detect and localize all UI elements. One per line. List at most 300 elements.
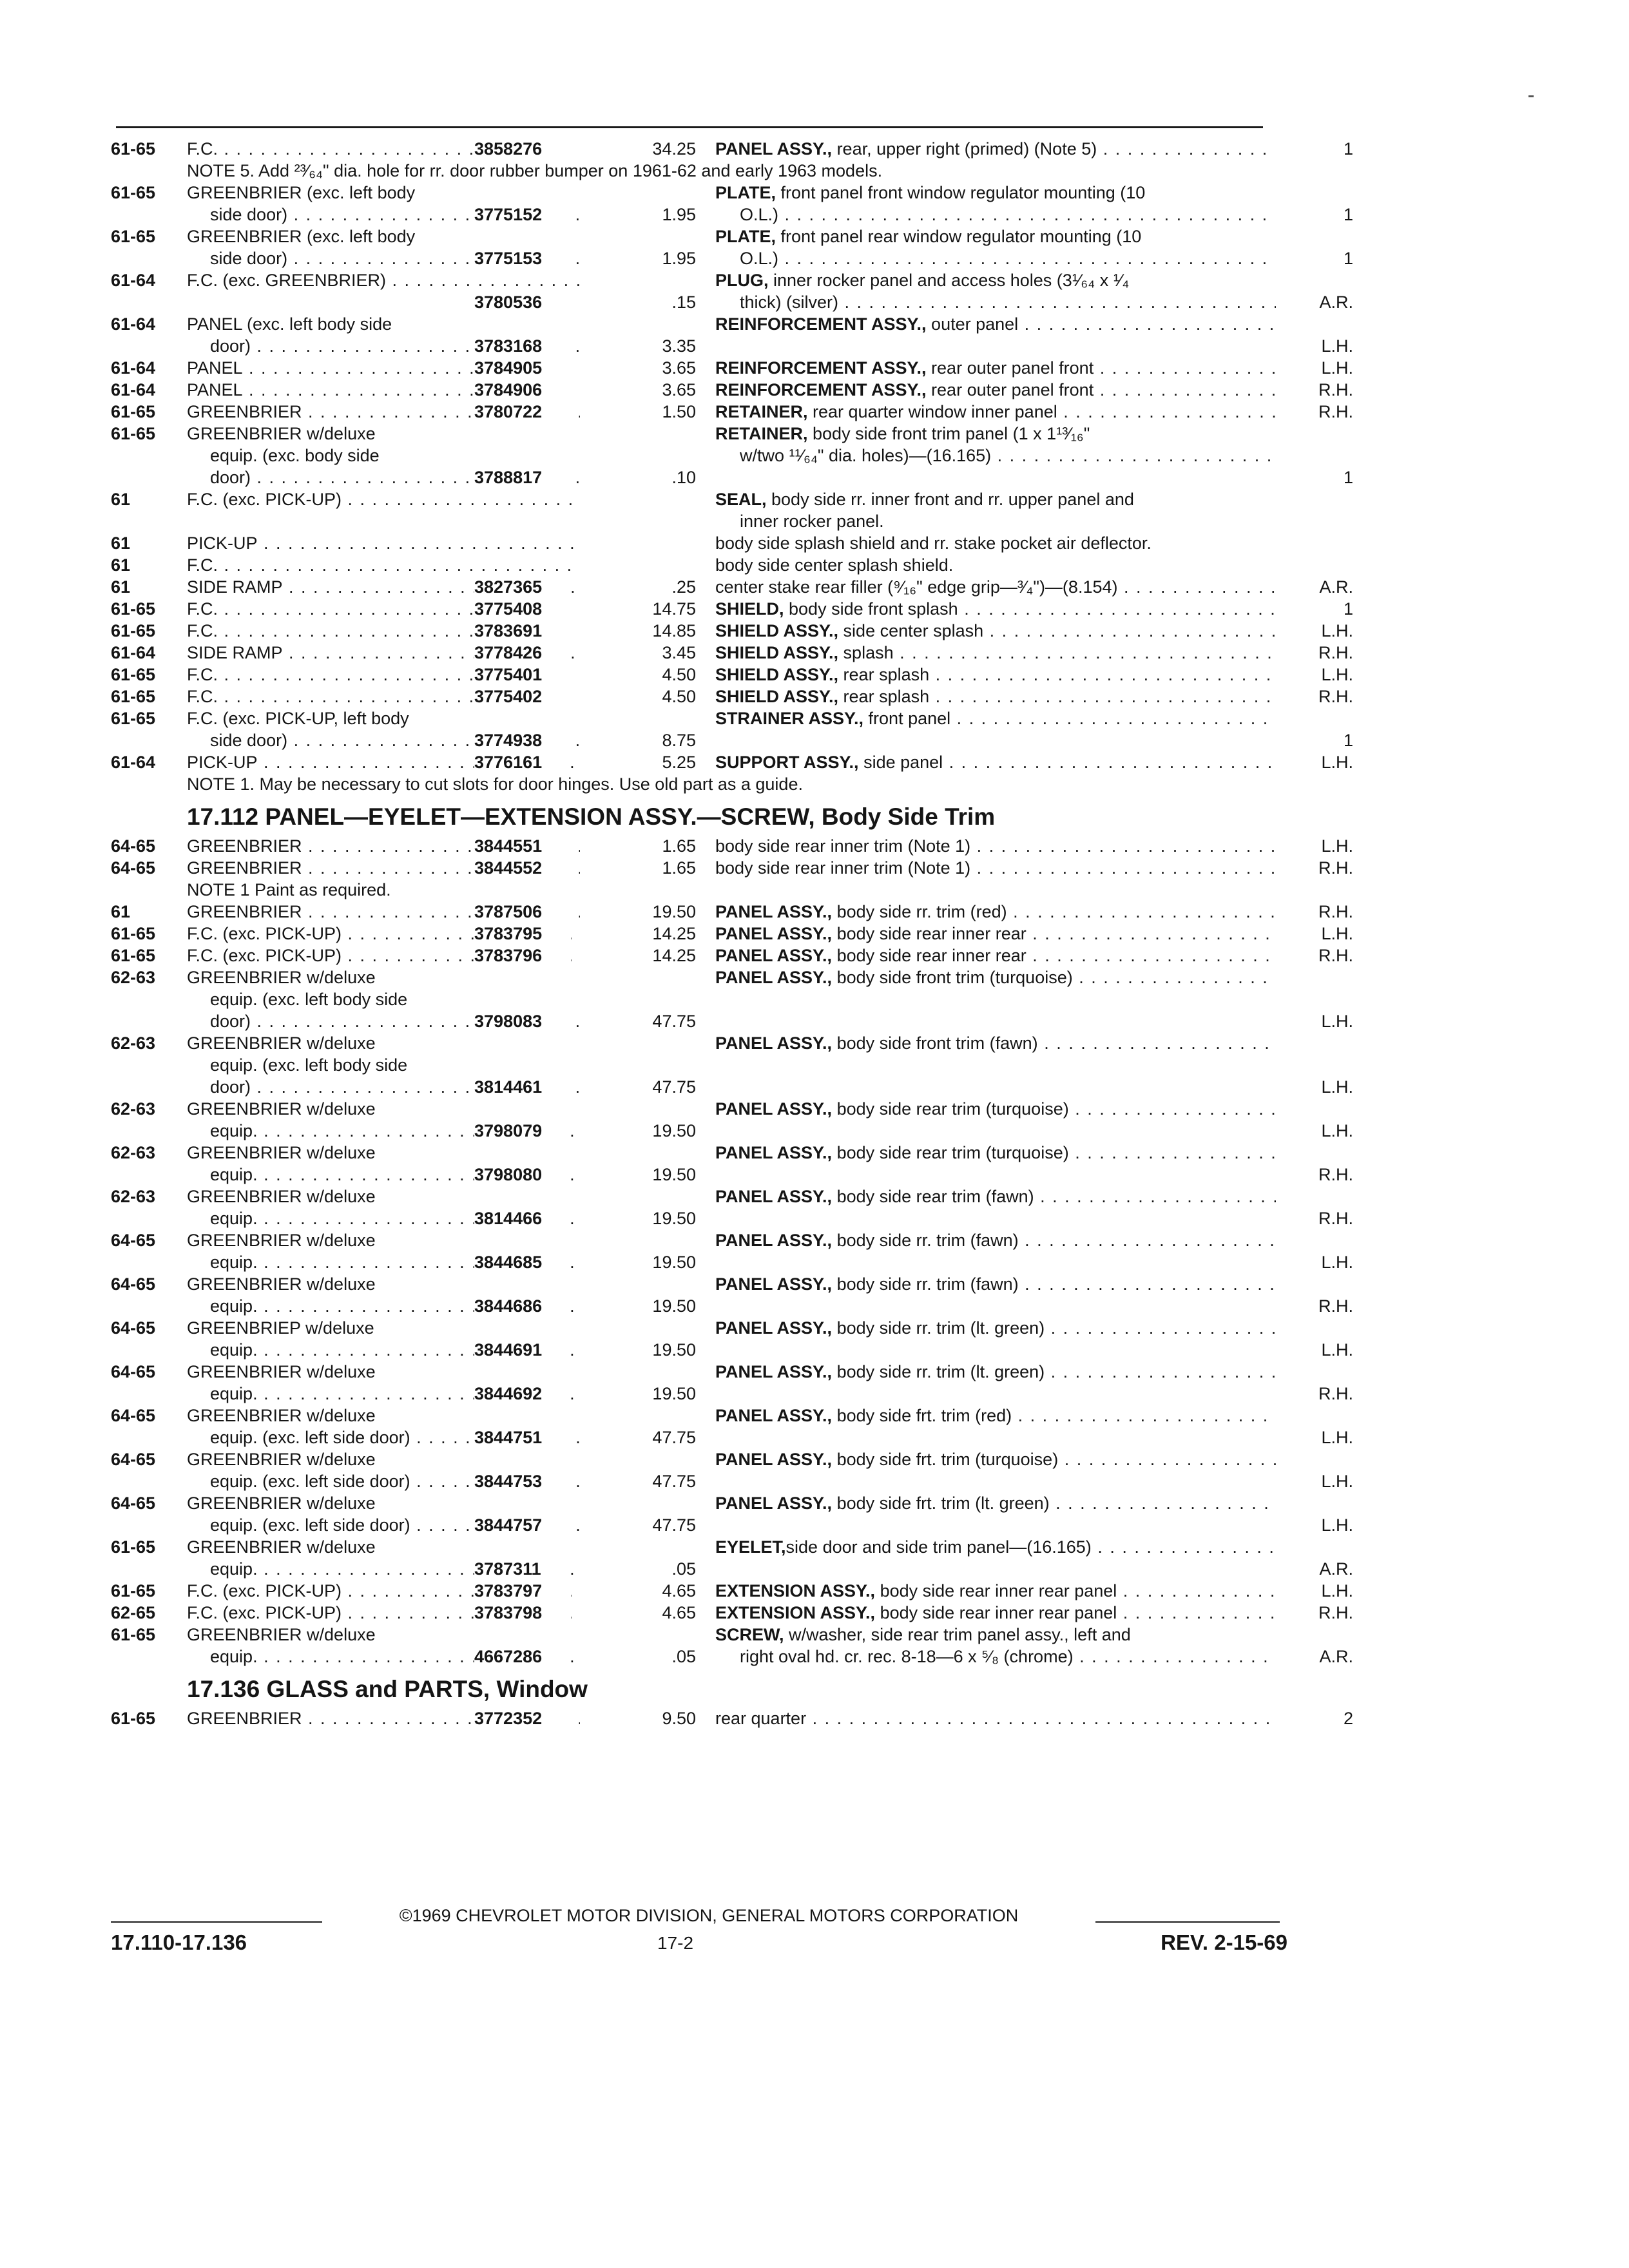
part-name: SHIELD ASSY., bbox=[715, 643, 839, 662]
part-entry bbox=[111, 1273, 1353, 1317]
description-line bbox=[715, 751, 1276, 773]
part-number: 3783796 bbox=[474, 945, 571, 966]
part-name: PANEL ASSY., bbox=[715, 139, 833, 159]
footer-copyright: ©1969 CHEVROLET MOTOR DIVISION, GENERAL MOTORS CORPORATION bbox=[322, 1906, 1095, 1926]
model-years: 61 bbox=[111, 490, 131, 509]
model-years: 64-65 bbox=[111, 1362, 156, 1381]
list-price: 3.65 bbox=[662, 358, 696, 378]
description-line bbox=[715, 1580, 1276, 1602]
part-number: 3787311 bbox=[474, 1558, 571, 1580]
part-name: PANEL ASSY., bbox=[715, 1143, 833, 1162]
part-description bbox=[715, 751, 1276, 773]
part-name: SHIELD ASSY., bbox=[715, 621, 839, 640]
application bbox=[187, 488, 580, 510]
application-line: equip. . . . bbox=[187, 1207, 580, 1229]
section-subtitle: Window bbox=[490, 1676, 588, 1702]
part-entry bbox=[111, 182, 1353, 226]
quantity: L.H. bbox=[1321, 621, 1353, 640]
description-line bbox=[715, 1317, 1276, 1339]
footer-revision: REV. 2-15-69 bbox=[1161, 1930, 1287, 1954]
list-price: 19.50 bbox=[652, 902, 696, 921]
model-years: 61 bbox=[111, 533, 131, 553]
description-text: O.L.) bbox=[740, 205, 779, 224]
description-text: side panel bbox=[858, 753, 943, 772]
description-text: w/two ¹¹⁄₆₄" dia. holes)—(16.165) bbox=[740, 446, 992, 465]
part-number: 3787506 bbox=[474, 901, 571, 923]
part-number: 3844551 bbox=[474, 835, 571, 857]
part-description bbox=[715, 1448, 1276, 1470]
list-price: 19.50 bbox=[652, 1121, 696, 1140]
description-text: body side rr. trim (red) bbox=[832, 902, 1007, 921]
list-price: 9.50 bbox=[662, 1709, 696, 1728]
part-number: 3844757 bbox=[474, 1514, 571, 1536]
application-line: GREENBRIER w/deluxe bbox=[187, 1362, 376, 1381]
list-price: 8.75 bbox=[662, 731, 696, 750]
description-line bbox=[715, 923, 1276, 945]
model-years: 64-65 bbox=[111, 1231, 156, 1250]
description-line bbox=[715, 1707, 1276, 1729]
quantity: R.H. bbox=[1318, 380, 1353, 399]
description-text: body side frt. trim (red) bbox=[832, 1406, 1012, 1425]
application-line: GREENBRIER w/deluxe bbox=[187, 424, 376, 443]
description-text: body side rr. trim (lt. green) bbox=[832, 1318, 1045, 1338]
model-years: 61-65 bbox=[111, 621, 156, 640]
part-name: SEAL, bbox=[715, 490, 767, 509]
part-description bbox=[715, 1707, 1276, 1729]
part-number: 3798080 bbox=[474, 1164, 571, 1186]
quantity: R.H. bbox=[1318, 1384, 1353, 1403]
part-name: SHIELD, bbox=[715, 599, 784, 619]
description-line bbox=[715, 966, 1276, 988]
list-price: 47.75 bbox=[652, 1077, 696, 1097]
application-line: F.C. (exc. PICK-UP) . . . bbox=[187, 923, 580, 945]
list-price: 1.95 bbox=[662, 205, 696, 224]
application-line: GREENBRIER w/deluxe bbox=[187, 1187, 376, 1206]
application-line: PANEL . . . bbox=[187, 379, 580, 401]
part-entry bbox=[111, 1707, 1353, 1729]
part-description bbox=[715, 1229, 1276, 1251]
description-text: body side frt. trim (lt. green) bbox=[832, 1494, 1050, 1513]
part-number: 3780536 bbox=[474, 291, 571, 313]
application-line: GREENBRIER w/deluxe bbox=[187, 1494, 376, 1513]
model-years: 62-63 bbox=[111, 968, 156, 987]
description-text: body side rear trim (fawn) bbox=[832, 1187, 1034, 1206]
quantity: 1 bbox=[1343, 205, 1353, 224]
part-number: 3775408 bbox=[474, 598, 571, 620]
description-line bbox=[715, 291, 1276, 313]
list-price: 4.50 bbox=[662, 665, 696, 684]
part-entry bbox=[111, 707, 1353, 751]
list-price: 34.25 bbox=[652, 139, 696, 159]
quantity: R.H. bbox=[1318, 1165, 1353, 1184]
top-rule bbox=[116, 126, 1263, 128]
quantity: L.H. bbox=[1321, 1428, 1353, 1447]
application-line: F.C. . . . bbox=[187, 620, 580, 642]
description-text: rear outer panel front bbox=[926, 358, 1094, 378]
quantity: R.H. bbox=[1318, 1209, 1353, 1228]
description-text: body side rr. inner front and rr. upper panel and bbox=[766, 490, 1134, 509]
model-years: 61-65 bbox=[111, 1709, 156, 1728]
description-text: O.L.) bbox=[740, 249, 779, 268]
part-entry bbox=[111, 269, 1353, 313]
application-line: equip. (exc. left side door) . . . bbox=[187, 1470, 580, 1492]
part-description bbox=[715, 1142, 1276, 1164]
description-text: rear quarter window inner panel bbox=[807, 402, 1057, 421]
part-entry bbox=[111, 620, 1353, 642]
part-entry bbox=[111, 1317, 1353, 1361]
description-text: body side rear inner rear bbox=[832, 924, 1027, 943]
footer-rule-left bbox=[111, 1921, 330, 1923]
list-price: 19.50 bbox=[652, 1384, 696, 1403]
application-line: GREENBRIER w/deluxe bbox=[187, 1625, 376, 1644]
application-line: GREENBRIER . . . bbox=[187, 901, 580, 923]
list-price: 4.50 bbox=[662, 687, 696, 706]
section-title: 17.112 PANEL—EYELET—EXTENSION ASSY.—SCREW, bbox=[187, 803, 815, 830]
model-years: 64-65 bbox=[111, 1274, 156, 1294]
quantity: L.H. bbox=[1321, 1340, 1353, 1360]
part-description bbox=[715, 1032, 1276, 1054]
part-entry bbox=[111, 226, 1353, 269]
part-entry bbox=[111, 1624, 1353, 1667]
description-text: rear splash bbox=[838, 687, 930, 706]
part-name: EYELET, bbox=[715, 1537, 786, 1557]
part-entry bbox=[111, 923, 1353, 945]
description-line bbox=[715, 204, 1276, 226]
list-price: 4.65 bbox=[662, 1581, 696, 1600]
footer-page-number: 17-2 bbox=[657, 1933, 694, 1953]
model-years: 64-65 bbox=[111, 1450, 156, 1469]
description-text: rear quarter bbox=[715, 1709, 807, 1728]
description-text: body side rear inner trim (Note 1) bbox=[715, 836, 971, 856]
part-entry bbox=[111, 1098, 1353, 1142]
part-name: RETAINER, bbox=[715, 424, 808, 443]
application-line: F.C. . . . bbox=[187, 686, 580, 707]
application-line: PANEL . . . bbox=[187, 357, 580, 379]
part-description bbox=[715, 707, 1276, 729]
description-text: body side rear inner trim (Note 1) bbox=[715, 858, 971, 878]
scan-speck bbox=[1528, 95, 1534, 97]
part-entry bbox=[111, 751, 1353, 773]
list-price: 5.25 bbox=[662, 753, 696, 772]
application-line: F.C. (exc. PICK-UP) . . . bbox=[187, 945, 580, 966]
part-description bbox=[715, 379, 1276, 401]
part-entry bbox=[111, 423, 1353, 488]
application-line: equip. . . . bbox=[187, 1383, 580, 1405]
list-price: 47.75 bbox=[652, 1428, 696, 1447]
quantity: L.H. bbox=[1321, 358, 1353, 378]
description-text: body side rear inner rear bbox=[832, 946, 1027, 965]
part-entry bbox=[111, 1580, 1353, 1602]
part-name: PANEL ASSY., bbox=[715, 946, 833, 965]
part-description bbox=[715, 1602, 1276, 1624]
model-years: 61-65 bbox=[111, 1625, 156, 1644]
application-line: equip. . . . bbox=[187, 1120, 580, 1142]
application-line: F.C. . . . bbox=[187, 664, 580, 686]
part-entry bbox=[111, 1405, 1353, 1448]
model-years: 61-65 bbox=[111, 687, 156, 706]
quantity: 1 bbox=[1343, 468, 1353, 487]
description-text: inner rocker panel. bbox=[740, 512, 884, 531]
description-line bbox=[715, 226, 1276, 247]
application-line: side door) . . . bbox=[187, 247, 580, 269]
part-entry bbox=[111, 401, 1353, 423]
list-price: 1.95 bbox=[662, 249, 696, 268]
quantity: A.R. bbox=[1319, 1559, 1353, 1579]
part-number: 3844751 bbox=[474, 1427, 571, 1448]
model-years: 61-64 bbox=[111, 358, 156, 378]
model-years: 61 bbox=[111, 577, 131, 597]
application bbox=[187, 554, 580, 576]
part-description bbox=[715, 182, 1276, 226]
model-years: 61-65 bbox=[111, 227, 156, 246]
quantity: A.R. bbox=[1319, 1647, 1353, 1666]
part-description bbox=[715, 945, 1276, 966]
application-line: equip. (exc. body side bbox=[210, 446, 380, 465]
part-entry bbox=[111, 488, 1309, 532]
part-name: PANEL ASSY., bbox=[715, 1318, 833, 1338]
list-price: 14.85 bbox=[652, 621, 696, 640]
description-text: body side front splash bbox=[784, 599, 958, 619]
part-description bbox=[715, 423, 1276, 466]
part-number: 3814466 bbox=[474, 1207, 571, 1229]
part-description bbox=[715, 1273, 1276, 1295]
application-line: GREENBRIER w/deluxe bbox=[187, 1099, 376, 1119]
note-line: NOTE 1. May be necessary to cut slots for door hinges. Use old part as a guide. bbox=[187, 774, 803, 794]
application bbox=[187, 269, 580, 291]
part-description bbox=[715, 966, 1276, 988]
part-number: 3844686 bbox=[474, 1295, 571, 1317]
application-line: equip. (exc. left body side bbox=[210, 990, 408, 1009]
application-line: equip. . . . bbox=[187, 1558, 580, 1580]
model-years: 64-65 bbox=[111, 1494, 156, 1513]
part-entry bbox=[111, 1229, 1353, 1273]
description-line bbox=[715, 1229, 1276, 1251]
description-text: splash bbox=[838, 643, 894, 662]
part-description bbox=[715, 532, 1276, 554]
part-description bbox=[715, 576, 1276, 598]
list-price: 19.50 bbox=[652, 1253, 696, 1272]
quantity: R.H. bbox=[1318, 1603, 1353, 1622]
part-number: 3775152 bbox=[474, 204, 571, 226]
application-line: equip. . . . bbox=[187, 1164, 580, 1186]
quantity: A.R. bbox=[1319, 293, 1353, 312]
application-line: SIDE RAMP . . . bbox=[187, 576, 580, 598]
application-line: GREENBRIER . . . bbox=[187, 1707, 580, 1729]
model-years: 61-65 bbox=[111, 1581, 156, 1600]
description-line bbox=[715, 1536, 1276, 1558]
description-line bbox=[715, 1624, 1276, 1646]
part-number: 3783691 bbox=[474, 620, 571, 642]
description-text: body side rear trim (turquoise) bbox=[832, 1143, 1069, 1162]
part-entry bbox=[111, 554, 1309, 576]
model-years: 61-65 bbox=[111, 424, 156, 443]
list-price: .10 bbox=[671, 468, 696, 487]
part-number: 3783795 bbox=[474, 923, 571, 945]
description-line bbox=[715, 1098, 1276, 1120]
list-price: 1.65 bbox=[662, 858, 696, 878]
description-line bbox=[715, 1361, 1276, 1383]
description-line bbox=[715, 664, 1276, 686]
model-years: 61 bbox=[111, 555, 131, 575]
description-line bbox=[715, 357, 1276, 379]
application-line: F.C. (exc. PICK-UP) . . . bbox=[187, 1602, 580, 1624]
model-years: 64-65 bbox=[111, 836, 156, 856]
part-description bbox=[715, 1536, 1276, 1558]
application-line: GREENBRIER . . . bbox=[187, 857, 580, 879]
application-line: F.C. . . . bbox=[187, 598, 580, 620]
part-description bbox=[715, 488, 1276, 532]
model-years: 61-64 bbox=[111, 271, 156, 290]
part-entry bbox=[111, 686, 1353, 707]
model-years: 62-63 bbox=[111, 1033, 156, 1053]
part-name: REINFORCEMENT ASSY., bbox=[715, 358, 927, 378]
description-line bbox=[715, 620, 1276, 642]
description-line bbox=[715, 945, 1276, 966]
part-number: 3780722 bbox=[474, 401, 571, 423]
model-years: 62-63 bbox=[111, 1099, 156, 1119]
description-text: body side rear trim (turquoise) bbox=[832, 1099, 1069, 1119]
part-description bbox=[715, 1624, 1276, 1667]
application-line: door) . . . bbox=[187, 1076, 580, 1098]
part-name: PANEL ASSY., bbox=[715, 1099, 833, 1119]
application-line: GREENBRIER w/deluxe bbox=[187, 1450, 376, 1469]
part-entry bbox=[111, 1602, 1353, 1624]
application-line: GREENBRIER (exc. left body bbox=[187, 183, 416, 202]
part-entry bbox=[111, 901, 1353, 923]
model-years: 64-65 bbox=[111, 858, 156, 878]
model-years: 61-64 bbox=[111, 380, 156, 399]
application-line: F.C. (exc. GREENBRIER) . . . bbox=[187, 269, 580, 291]
description-line bbox=[715, 576, 1276, 598]
part-name: EXTENSION ASSY., bbox=[715, 1581, 876, 1600]
description-text: body side frt. trim (turquoise) bbox=[832, 1450, 1059, 1469]
quantity: L.H. bbox=[1321, 836, 1353, 856]
part-entry bbox=[111, 966, 1353, 1032]
description-text: body side rr. trim (fawn) bbox=[832, 1274, 1019, 1294]
application-line: PICK-UP . . . bbox=[187, 751, 580, 773]
description-text: body side rr. trim (fawn) bbox=[832, 1231, 1019, 1250]
application-line: GREENBRIER w/deluxe bbox=[187, 968, 376, 987]
list-price: 19.50 bbox=[652, 1340, 696, 1360]
quantity: L.H. bbox=[1321, 1581, 1353, 1600]
quantity: 1 bbox=[1343, 599, 1353, 619]
part-entry bbox=[111, 1536, 1353, 1580]
model-years: 61-65 bbox=[111, 709, 156, 728]
description-line bbox=[715, 857, 1276, 879]
description-text: rear outer panel front bbox=[926, 380, 1094, 399]
application-line: F.C. (exc. PICK-UP) . . . bbox=[187, 1580, 580, 1602]
description-text: center stake rear filler (⁹⁄₁₆" edge grip—³⁄₄")—(8.154) bbox=[715, 577, 1118, 597]
description-line bbox=[715, 401, 1276, 423]
description-line bbox=[715, 1273, 1276, 1295]
part-name: PANEL ASSY., bbox=[715, 1450, 833, 1469]
application-line: equip. . . . bbox=[187, 1251, 580, 1273]
part-name: STRAINER ASSY., bbox=[715, 709, 864, 728]
part-name: PANEL ASSY., bbox=[715, 1231, 833, 1250]
part-description bbox=[715, 357, 1276, 379]
part-name: SCREW, bbox=[715, 1625, 784, 1644]
quantity: L.H. bbox=[1321, 924, 1353, 943]
part-entry bbox=[111, 313, 1353, 357]
note-line: NOTE 1 Paint as required. bbox=[187, 880, 391, 899]
description-line bbox=[715, 313, 1276, 335]
footer-section-range: 17.110-17.136 bbox=[111, 1930, 247, 1954]
section-title: 17.136 GLASS and PARTS, bbox=[187, 1676, 490, 1702]
list-price: 19.50 bbox=[652, 1165, 696, 1184]
part-name: PANEL ASSY., bbox=[715, 968, 833, 987]
description-text: side center splash bbox=[838, 621, 984, 640]
list-price: 3.45 bbox=[662, 643, 696, 662]
list-price: 14.25 bbox=[652, 946, 696, 965]
description-text: body side front trim (turquoise) bbox=[832, 968, 1073, 987]
part-entry bbox=[111, 664, 1353, 686]
application-line: GREENBRIER . . . bbox=[187, 835, 580, 857]
part-name: SUPPORT ASSY., bbox=[715, 753, 859, 772]
quantity: L.H. bbox=[1321, 1012, 1353, 1031]
list-price: 1.50 bbox=[662, 402, 696, 421]
description-text: rear splash bbox=[838, 665, 930, 684]
application-line: door) . . . bbox=[187, 335, 580, 357]
part-name: PANEL ASSY., bbox=[715, 1187, 833, 1206]
description-line bbox=[715, 598, 1276, 620]
application-line: F.C. . . . bbox=[187, 554, 580, 576]
quantity: L.H. bbox=[1321, 753, 1353, 772]
model-years: 61-65 bbox=[111, 402, 156, 421]
part-entry bbox=[111, 835, 1353, 857]
list-price: .25 bbox=[671, 577, 696, 597]
part-name: PANEL ASSY., bbox=[715, 902, 833, 921]
part-name: PANEL ASSY., bbox=[715, 1362, 833, 1381]
section-heading-17-136 bbox=[111, 1674, 1309, 1705]
part-number: 3784905 bbox=[474, 357, 571, 379]
list-price: 3.65 bbox=[662, 380, 696, 399]
part-description bbox=[715, 620, 1276, 642]
description-line bbox=[715, 423, 1276, 445]
application-line: GREENBRIER w/deluxe bbox=[187, 1274, 376, 1294]
part-name: EXTENSION ASSY., bbox=[715, 1603, 876, 1622]
description-line bbox=[715, 488, 1276, 510]
quantity: R.H. bbox=[1318, 1296, 1353, 1316]
part-description bbox=[715, 901, 1276, 923]
description-text: front panel bbox=[863, 709, 951, 728]
part-name: PANEL ASSY., bbox=[715, 1033, 833, 1053]
part-name: PANEL ASSY., bbox=[715, 1494, 833, 1513]
description-text: body side splash shield and rr. stake pocket air deflector. bbox=[715, 533, 1152, 553]
description-line bbox=[715, 901, 1276, 923]
part-number: 3844692 bbox=[474, 1383, 571, 1405]
description-text: side door and side trim panel—(16.165) bbox=[786, 1537, 1092, 1557]
application-line: door) . . . bbox=[187, 1010, 580, 1032]
part-description bbox=[715, 642, 1276, 664]
part-entry bbox=[111, 1361, 1353, 1405]
part-entry bbox=[111, 1032, 1353, 1098]
description-text: w/washer, side rear trim panel assy., left and bbox=[784, 1625, 1131, 1644]
part-number: 3814461 bbox=[474, 1076, 571, 1098]
application-line: F.C. (exc. PICK-UP) . . . bbox=[187, 488, 580, 510]
part-description bbox=[715, 1098, 1276, 1120]
model-years: 61-64 bbox=[111, 753, 156, 772]
part-number: 3775402 bbox=[474, 686, 571, 707]
model-years: 64-65 bbox=[111, 1406, 156, 1425]
part-number: 3798079 bbox=[474, 1120, 571, 1142]
part-number: 3844753 bbox=[474, 1470, 571, 1492]
part-entry bbox=[111, 857, 1353, 879]
part-entry bbox=[111, 1142, 1353, 1186]
part-number: 3772352 bbox=[474, 1707, 571, 1729]
part-number: 3844685 bbox=[474, 1251, 571, 1273]
part-name: SHIELD ASSY., bbox=[715, 687, 839, 706]
model-years: 62-63 bbox=[111, 1187, 156, 1206]
